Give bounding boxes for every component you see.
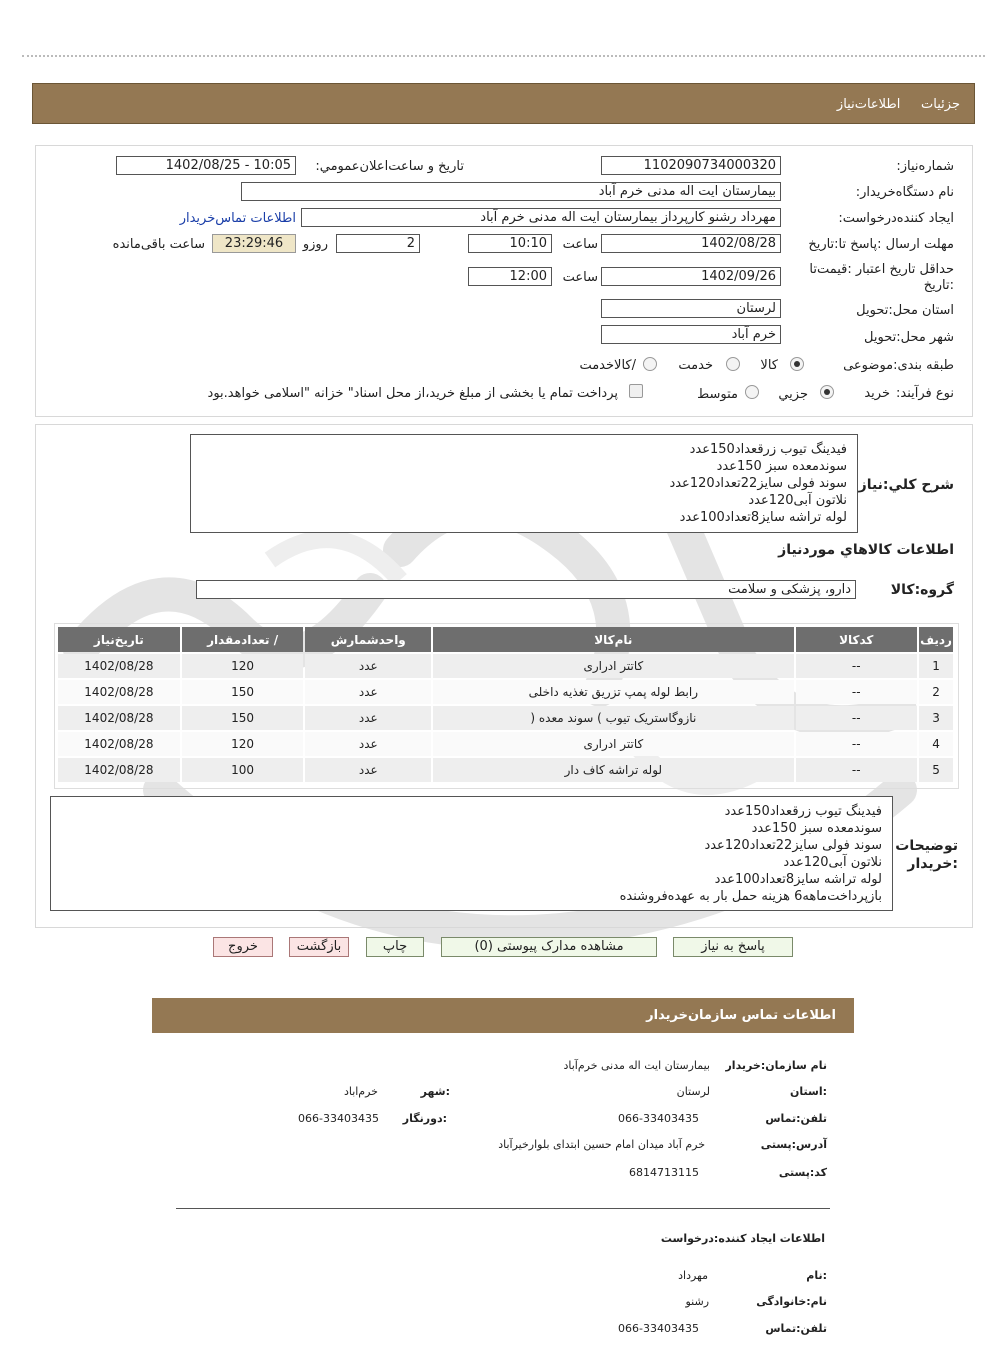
table-row — [58, 706, 953, 730]
requester-phone-label: تلفن:تماس — [765, 1322, 827, 1335]
col-need-date: تاریخ‌نیاز — [58, 627, 180, 652]
cell-quantity: 150 — [182, 680, 304, 704]
summary-line: سوندمعده سبز 150عدد — [716, 459, 847, 474]
contact-city-value: خرم‌اباد — [343, 1085, 378, 1098]
breadcrumb-details[interactable]: جزئیات — [921, 97, 960, 112]
note-line: سوند فولی سایز22تعداد120عدد — [704, 838, 882, 853]
contact-postal-value: 6814713115 — [629, 1166, 699, 1179]
process-label: نوع فرآیند: — [896, 386, 954, 401]
province-label: استان محل:تحویل — [856, 303, 954, 318]
cell-item-name: رابط لوله پمپ تزریق تغذیه داخلی — [433, 680, 793, 704]
cell-quantity: 150 — [182, 706, 304, 730]
validity-time-word: ساعت — [562, 270, 598, 285]
contact-address-label: آدرس:پستی — [760, 1138, 827, 1151]
process-medium-radio[interactable] — [745, 385, 759, 399]
cell-item-code: -- — [796, 758, 918, 782]
view-attachments-button[interactable]: مشاهده مدارک پیوستی (0) — [441, 937, 657, 957]
cell-quantity: 120 — [182, 654, 304, 678]
process-minor-label: جزيي — [778, 387, 808, 402]
table-row — [58, 732, 953, 756]
table-row — [58, 654, 953, 678]
breadcrumb-need-info[interactable]: اطلاعات‌نیاز — [836, 97, 901, 112]
contact-address-value: خرم آباد میدان امام حسین ابتدای بلوارخیرآباد — [498, 1138, 705, 1151]
goods-section-title: اطلاعات کالاهاي موردنیاز — [778, 542, 954, 558]
col-row-number: ردیف — [919, 627, 953, 652]
deadline-time-word: ساعت — [562, 237, 598, 252]
note-line: سوندمعده سبز 150عدد — [751, 821, 882, 836]
col-unit: واحدشمارش — [305, 627, 431, 652]
treasury-payment-note: پرداخت تمام یا بخشی از مبلغ خرید،از محل اسناد" خزانه "اسلامی خواهد.بود — [207, 386, 618, 401]
buyer-notes-label-1: توضیحات — [895, 838, 958, 854]
contact-fax-label: :دورنگار — [402, 1112, 447, 1125]
print-button[interactable]: چاپ — [366, 937, 424, 957]
category-goods-service-label: /کالاخدمت — [579, 358, 636, 373]
cell-need-date: 1402/08/28 — [58, 732, 180, 756]
cell-quantity: 120 — [182, 732, 304, 756]
cell-row-number: 5 — [919, 758, 953, 782]
category-goods-radio[interactable] — [790, 357, 804, 371]
org-name-label: نام سازمان:خریدار — [725, 1059, 827, 1072]
cell-item-code: -- — [796, 680, 918, 704]
summary-line: لوله تراشه سایز8تعداد100عدد — [679, 510, 847, 525]
cell-item-code: -- — [796, 654, 918, 678]
cell-item-name: کاتتر ادراری — [433, 654, 793, 678]
exit-button[interactable]: خروج — [213, 937, 273, 957]
announce-label: تاریخ و ساعت‌اعلان‌عمومي: — [315, 159, 464, 174]
contact-phone-value: 066-33403435 — [618, 1112, 699, 1125]
deadline-date-field[interactable]: 1402/08/28 — [601, 234, 781, 253]
note-line: فیدینگ تیوب زرقعداد150عدد — [724, 804, 882, 819]
treasury-payment-checkbox[interactable] — [629, 384, 643, 398]
process-word: خرید — [864, 386, 890, 401]
contact-fax-value: 066-33403435 — [298, 1112, 379, 1125]
province-field[interactable]: لرستان — [601, 299, 781, 318]
buyer-contact-link[interactable]: اطلاعات تماس‌خریدار — [179, 211, 296, 226]
buyer-org-label: نام دستگاه‌خریدار: — [855, 185, 954, 200]
contact-province-label: :استان — [790, 1085, 827, 1098]
process-minor-radio[interactable] — [820, 385, 834, 399]
category-service-radio[interactable] — [726, 357, 740, 371]
requester-title: اطلاعات ایجاد کننده:درخواست — [660, 1232, 825, 1245]
contact-phone-label: تلفن:تماس — [765, 1112, 827, 1125]
cell-row-number: 3 — [919, 706, 953, 730]
buyer-notes-label-2: :خریدار — [907, 856, 958, 872]
remaining-word: ساعت باقی‌مانده — [112, 237, 205, 252]
cell-quantity: 100 — [182, 758, 304, 782]
deadline-time-field[interactable]: 10:10 — [468, 234, 552, 253]
category-goods-label: کالا — [760, 358, 778, 373]
reply-to-need-button[interactable]: پاسخ به نیاز — [673, 937, 793, 957]
remaining-timer: 23:29:46 — [212, 234, 296, 253]
cell-item-name: لوله تراشه کاف دار — [433, 758, 793, 782]
cell-row-number: 4 — [919, 732, 953, 756]
cell-need-date: 1402/08/28 — [58, 654, 180, 678]
cell-item-code: -- — [796, 706, 918, 730]
cell-need-date: 1402/08/28 — [58, 706, 180, 730]
requester-name-label: :نام — [806, 1269, 827, 1282]
cell-unit: عدد — [305, 680, 431, 704]
days-remaining-field[interactable]: 2 — [336, 234, 420, 253]
category-label: طبقه بندی:موضوعی — [843, 358, 954, 373]
col-item-code: کدکالا — [796, 627, 918, 652]
col-quantity: / تعدادمقدار — [182, 627, 304, 652]
goods-group-label: گروه:کالا — [890, 582, 954, 598]
summary-line: سوند فولی سایز22تعداد120عدد — [669, 476, 847, 491]
table-row — [58, 680, 953, 704]
cell-unit: عدد — [305, 732, 431, 756]
contact-province-value: لرستان — [676, 1085, 710, 1098]
goods-table — [56, 625, 955, 784]
breadcrumb — [837, 97, 960, 112]
process-medium-label: متوسط — [697, 387, 738, 402]
cell-unit: عدد — [305, 758, 431, 782]
contact-divider — [176, 1208, 830, 1209]
requester-name-value: مهرداد — [678, 1269, 708, 1282]
cell-item-name: نازوگاستریک تیوب ) سوند معده ( — [433, 706, 793, 730]
back-button[interactable]: بازگشت — [289, 937, 349, 957]
note-line: لوله تراشه سایز8تعداد100عدد — [714, 872, 882, 887]
requester-family-value: رشنو — [685, 1295, 709, 1308]
cell-need-date: 1402/08/28 — [58, 680, 180, 704]
cell-row-number: 2 — [919, 680, 953, 704]
summary-line: فیدینگ تیوب زرقعداد150عدد — [689, 442, 847, 457]
city-field[interactable]: خرم آباد — [601, 325, 781, 344]
buyer-org-field[interactable]: بیمارستان ایت اله مدنی خرم آباد — [241, 182, 781, 201]
buyer-notes-box — [50, 796, 893, 911]
announce-datetime-field[interactable]: 1402/08/25 - 10:05 — [116, 156, 296, 175]
goods-group-field[interactable]: دارو، پزشکی و سلامت — [196, 580, 856, 599]
contact-postal-label: کد:پستی — [778, 1166, 827, 1179]
validity-date-field[interactable]: 1402/09/26 — [601, 267, 781, 286]
category-goods-service-radio[interactable] — [643, 357, 657, 371]
note-line: بازپرداخت‌ماهه6 هزینه حمل بار به عهده‌فروشنده — [619, 889, 882, 904]
days-word: روزو — [302, 237, 328, 252]
summary-line: نلاتون آبی120عدد — [748, 493, 847, 508]
deadline-label: مهلت ارسال :پاسخ تا:تاریخ — [808, 237, 954, 252]
cell-item-code: -- — [796, 732, 918, 756]
col-item-name: نام‌کالا — [433, 627, 793, 652]
buyer-contact-title: اطلاعات تماس سازمان‌خریدار — [646, 1008, 836, 1023]
need-number-label: شماره‌نیاز: — [896, 159, 954, 174]
city-label: شهر محل:تحویل — [864, 330, 954, 345]
requester-phone-value: 066-33403435 — [618, 1322, 699, 1335]
need-summary-box — [190, 434, 858, 533]
contact-city-label: :شهر — [420, 1085, 450, 1098]
cell-need-date: 1402/08/28 — [58, 758, 180, 782]
page-banner — [32, 83, 975, 124]
validity-label-1: حداقل تاریخ اعتبار :قیمت‌تا — [809, 262, 954, 277]
cell-row-number: 1 — [919, 654, 953, 678]
cell-item-name: کاتتر ادراری — [433, 732, 793, 756]
creator-label: ایجاد کننده‌درخواست: — [838, 211, 954, 226]
need-number-field[interactable]: 1102090734000320 — [601, 156, 781, 175]
validity-label-2: :تاریخ — [923, 278, 954, 293]
cell-unit: عدد — [305, 654, 431, 678]
category-service-label: خدمت — [678, 358, 713, 373]
table-row — [58, 758, 953, 782]
note-line: نلاتون آبی120عدد — [783, 855, 882, 870]
creator-field[interactable]: مهرداد رشنو کارپرداز بیمارستان ایت اله مدنی خرم آباد — [301, 208, 781, 227]
summary-label: شرح کلي:نیاز — [858, 477, 954, 493]
top-divider — [22, 55, 985, 59]
validity-time-field[interactable]: 12:00 — [468, 267, 552, 286]
cell-unit: عدد — [305, 706, 431, 730]
requester-family-label: نام:خانوادگی — [756, 1295, 827, 1308]
buyer-contact-banner — [152, 998, 854, 1033]
org-name-value: بیمارستان ایت اله مدنی خرم‌آباد — [563, 1059, 710, 1072]
